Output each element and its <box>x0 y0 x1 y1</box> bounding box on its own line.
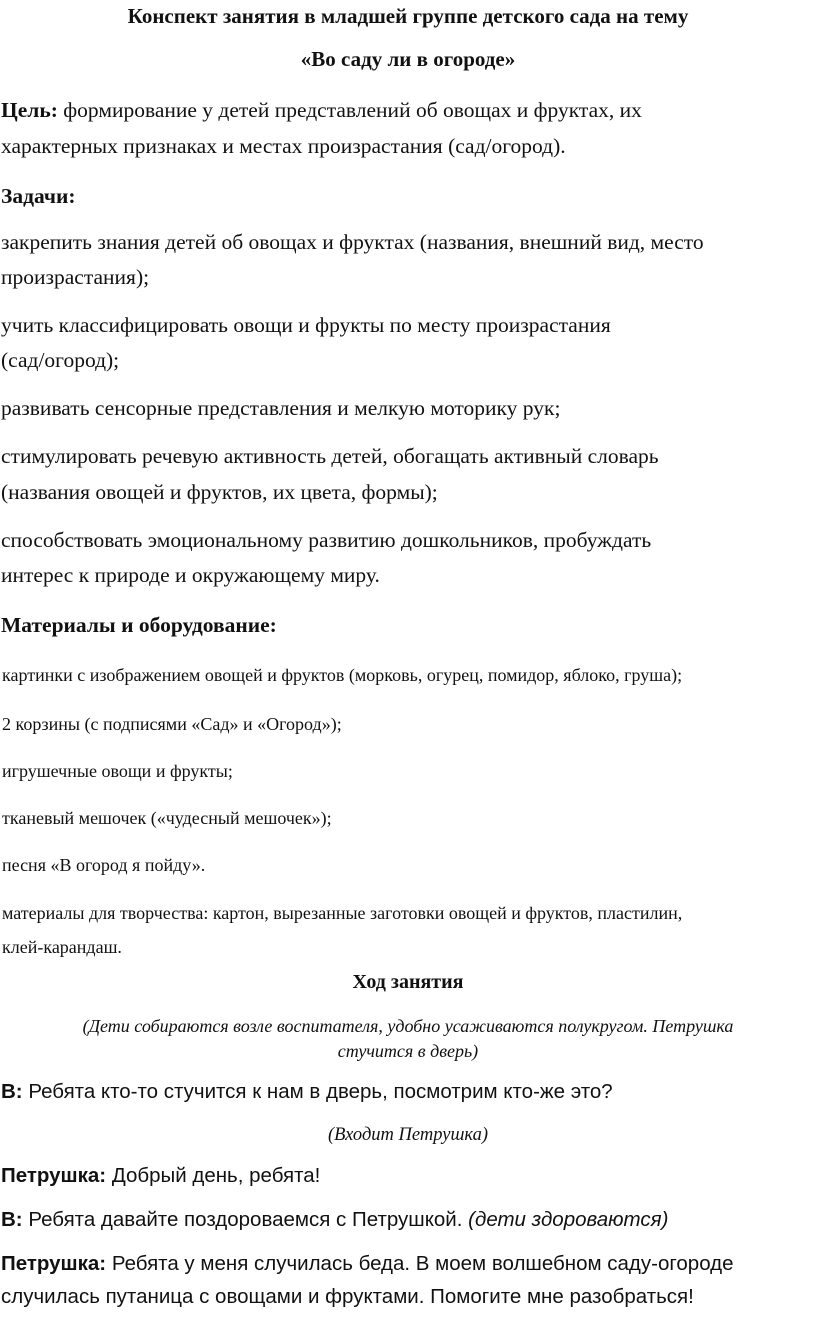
dialogue-line: В: Ребята кто-то стучится к нам в дверь, посмотрим кто-же это? <box>1 1080 613 1103</box>
aside-note: (дети здороваются) <box>468 1208 669 1231</box>
task-item-5-line2: интерес к природе и окружающему миру. <box>1 563 380 587</box>
material-item: материалы для творчества: картон, вырезанные заготовки овощей и фруктов, пластилин, <box>2 903 683 923</box>
task-item-5-line1: способствовать эмоциональному развитию дошкольников, пробуждать <box>1 528 652 552</box>
speaker-label: В: <box>1 1208 23 1231</box>
dialogue-line: В: Ребята давайте поздороваемся с Петрушкой. (дети здороваются) <box>1 1208 669 1231</box>
stage-note-line1: (Дети собираются возле воспитателя, удобно усаживаются полукругом. Петрушка <box>82 1016 734 1036</box>
task-item-4-line2: (названия овощей и фруктов, их цвета, формы); <box>1 480 438 504</box>
document-title-line1: Конспект занятия в младшей группе детского сада на тему <box>127 4 689 28</box>
stage-note-line2: стучится в дверь) <box>337 1041 479 1061</box>
task-item-1-line2: произрастания); <box>1 265 150 289</box>
tasks-heading: Задачи: <box>1 184 76 208</box>
speaker-label: Петрушка: <box>1 1252 107 1275</box>
dialogue-line-continuation: случилась путаница с овощами и фруктами. Помогите мне разобраться! <box>1 1285 694 1308</box>
task-item-2-line2: (сад/огород); <box>1 348 120 372</box>
task-item-4-line1: стимулировать речевую активность детей, обогащать активный словарь <box>1 444 659 468</box>
materials-heading: Материалы и оборудование: <box>1 613 277 637</box>
dialogue-line: Петрушка: Добрый день, ребята! <box>1 1164 321 1187</box>
task-item-1-line1: закрепить знания детей об овощах и фруктах (названия, внешний вид, место <box>1 230 704 254</box>
document-title-line2: «Во саду ли в огороде» <box>300 47 516 71</box>
goal-text: формирование у детей представлений об овощах и фруктах, их <box>57 98 642 122</box>
stage-note: (Входит Петрушка) <box>327 1125 489 1145</box>
dialogue-line: Петрушка: Ребята у меня случилась беда. В моем волшебном саду-огороде <box>1 1252 734 1275</box>
task-item-2-line1: учить классифицировать овощи и фрукты по месту произрастания <box>1 313 611 337</box>
material-item: 2 корзины (с подписями «Сад» и «Огород»); <box>2 714 342 734</box>
lesson-heading: Ход занятия <box>352 971 464 993</box>
material-item: картинки с изображением овощей и фруктов (морковь, огурец, помидор, яблоко, груша); <box>2 665 683 685</box>
material-item: клей-карандаш. <box>2 937 122 957</box>
goal-line2: характерных признаках и местах произрастания (сад/огород). <box>1 134 566 158</box>
goal-line1 <box>1 98 816 123</box>
material-item: тканевый мешочек («чудесный мешочек»); <box>2 808 332 828</box>
speaker-label: Петрушка: <box>1 1164 107 1187</box>
goal-label: Цель: <box>1 98 58 122</box>
material-item: песня «В огород я пойду». <box>2 855 206 875</box>
material-item: игрушечные овощи и фрукты; <box>2 761 233 781</box>
speaker-label: В: <box>1 1080 23 1103</box>
task-item-3-line1: развивать сенсорные представления и мелкую моторику рук; <box>1 396 561 420</box>
